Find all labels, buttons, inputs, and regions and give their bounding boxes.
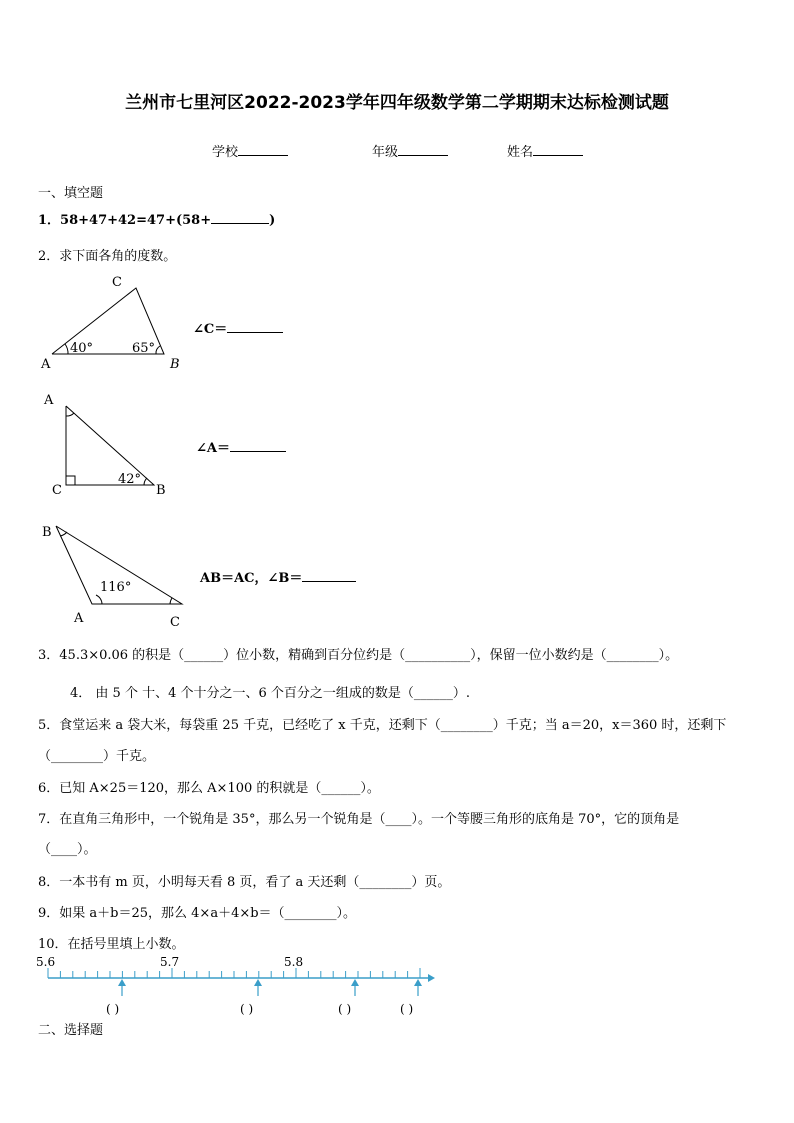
fig1-label-b: B bbox=[170, 357, 180, 372]
school-label: 学校 bbox=[212, 145, 239, 160]
question-7-line-2: （____）。 bbox=[38, 842, 97, 857]
fig2-label-b: B bbox=[156, 483, 166, 498]
fig3-answer[interactable]: AB＝AC，∠B＝ bbox=[200, 567, 356, 586]
fig2-angle-b: 42° bbox=[118, 472, 142, 487]
fig3-label-c: C bbox=[170, 615, 180, 630]
grade-label: 年级 bbox=[372, 145, 399, 160]
pointer-arrow-1 bbox=[118, 979, 126, 996]
triangle-figure-3 bbox=[36, 518, 196, 630]
number-line-label-5-6: 5.6 bbox=[36, 955, 56, 969]
name-label: 姓名 bbox=[507, 145, 534, 160]
question-4: 4． 由 5 个 十、4 个十分之一、6 个百分之一组成的数是（______）. bbox=[70, 686, 471, 701]
fig1-angle-b: 65° bbox=[132, 341, 156, 356]
fig2-label-c: C bbox=[52, 483, 62, 498]
number-line bbox=[30, 952, 450, 1022]
question-5-line-1: 5．食堂运来 a 袋大米，每袋重 25 千克，已经吃了 x 千克，还剩下（________）千克；当 a＝20，x＝360 时，还剩下 bbox=[38, 718, 727, 733]
fig2-answer[interactable]: ∠A＝ bbox=[196, 437, 286, 456]
pointer-arrow-2 bbox=[254, 979, 262, 996]
section-multiple-choice: 二、选择题 bbox=[38, 1023, 104, 1038]
fig1-label-c: C bbox=[112, 275, 122, 290]
fig1-angle-a: 40° bbox=[70, 341, 94, 356]
triangle-figure-1 bbox=[36, 272, 196, 376]
school-field[interactable] bbox=[212, 141, 288, 160]
section-fill-blank: 一、填空题 bbox=[38, 186, 104, 201]
answer-paren-2: ( ) bbox=[240, 1002, 254, 1016]
answer-paren-3: ( ) bbox=[338, 1002, 352, 1016]
question-3: 3．45.3×0.06 的积是（______）位小数，精确到百分位约是（__________），保留一位小数约是（________）。 bbox=[38, 648, 679, 663]
page-title: 兰州市七里河区2022-2023学年四年级数学第二学期期末达标检测试题 bbox=[125, 93, 669, 113]
answer-paren-4: ( ) bbox=[400, 1002, 414, 1016]
fig1-answer[interactable]: ∠C＝ bbox=[193, 318, 283, 337]
number-line-label-5-7: 5.7 bbox=[160, 955, 180, 969]
fig3-label-b: B bbox=[42, 525, 52, 540]
question-1: 1．58+47+42=47+(58+ ) bbox=[38, 209, 275, 228]
grade-field[interactable] bbox=[372, 141, 448, 160]
question-2: 2．求下面各角的度数。 bbox=[38, 249, 177, 264]
fig3-angle-a: 116° bbox=[100, 580, 132, 595]
name-field[interactable] bbox=[507, 141, 583, 160]
number-line-ticks bbox=[48, 968, 420, 978]
triangle-figure-2 bbox=[36, 390, 196, 500]
answer-paren-1: ( ) bbox=[106, 1002, 120, 1016]
pointer-arrow-3 bbox=[351, 979, 359, 996]
question-5-line-2: （________）千克。 bbox=[38, 749, 156, 764]
question-9: 9．如果 a＋b＝25，那么 4×a＋4×b＝（________）。 bbox=[38, 906, 357, 921]
fig1-label-a: A bbox=[41, 357, 51, 372]
fig2-label-a: A bbox=[44, 393, 54, 408]
number-line-arrowhead bbox=[428, 974, 435, 982]
question-10: 10．在括号里填上小数。 bbox=[38, 937, 185, 952]
question-8: 8．一本书有 m 页，小明每天看 8 页，看了 a 天还剩（________）页。 bbox=[38, 875, 451, 890]
fig3-label-a: A bbox=[74, 611, 84, 626]
question-7-line-1: 7．在直角三角形中，一个锐角是 35°，那么另一个锐角是（____）。一个等腰三角形的底角是 70°，它的顶角是 bbox=[38, 812, 680, 827]
question-6: 6．已知 A×25＝120，那么 A×100 的积就是（______）。 bbox=[38, 781, 380, 796]
number-line-label-5-8: 5.8 bbox=[284, 955, 304, 969]
pointer-arrow-4 bbox=[414, 979, 422, 996]
